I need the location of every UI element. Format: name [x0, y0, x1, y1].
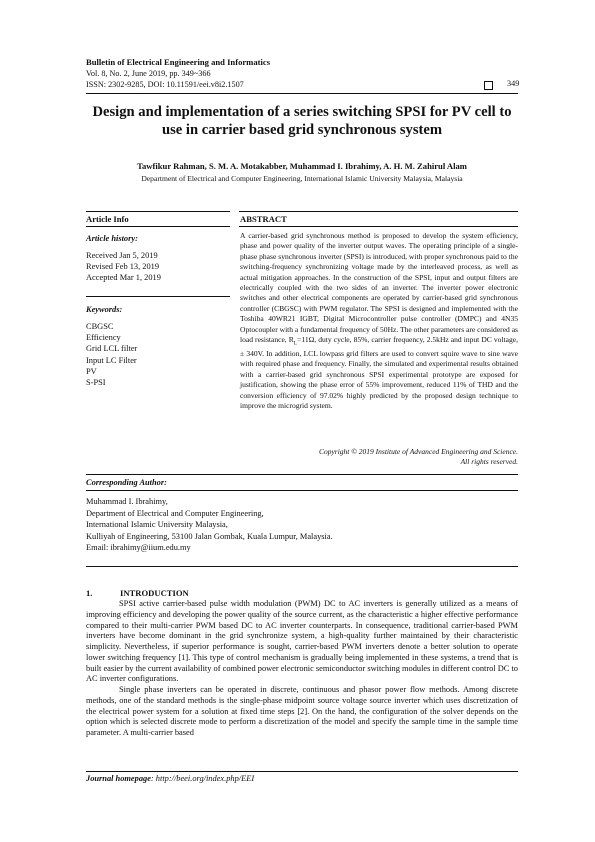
journal-homepage-link[interactable]: : http://beei.org/index.php/EEI: [150, 774, 255, 783]
corresponding-heading: Corresponding Author:: [86, 478, 167, 487]
paragraph: Single phase inverters can be operated in discrete, continuous and phasor power flow methods. Among discrete methods, one of the standard methods is the single-phase midpoint source voltage source inverter which uses discretization of the electrical power system for a solution at fixed time steps [2]. On the hand, the configuration of the solver depends on the option which is selected discrete mode to perform a discretization of the model and specify the sample time in the sample time parameter. A multi-carrier based: [86, 685, 518, 737]
corresponding-line: Muhammad I. Ibrahimy,: [86, 497, 168, 506]
abstract-rule: [239, 226, 518, 227]
corresponding-author: [86, 496, 518, 554]
copyright-line: All rights reserved.: [460, 457, 518, 467]
copyright-line: Copyright © 2019 Institute of Advanced Engineering and Science.: [318, 447, 518, 456]
keywords-rule: [86, 296, 230, 297]
keyword-item: S-PSI: [86, 378, 106, 388]
abstract-text: [240, 231, 518, 411]
article-info-top-rule: [86, 211, 230, 212]
history-item: Received Jan 5, 2019: [86, 251, 158, 260]
section-title: INTRODUCTION: [120, 588, 189, 598]
journal-header: [86, 57, 526, 90]
history-heading: Article history:: [86, 234, 138, 243]
keyword-item: CBGSC: [86, 322, 114, 331]
authors: Tawfikur Rahman, S. M. A. Motakabber, Muhammad I. Ibrahimy, A. H. M. Zahirul Alam: [137, 161, 467, 171]
keyword-item: Grid LCL filter: [86, 344, 138, 354]
page-square-icon: [484, 81, 493, 90]
abstract-heading: ABSTRACT: [240, 214, 287, 224]
history-item: Accepted Mar 1, 2019: [86, 273, 161, 283]
journal-name: Bulletin of Electrical Engineering and Informatics: [86, 57, 271, 67]
footer-rule: [86, 771, 518, 772]
section-heading: [86, 588, 189, 598]
keywords-list: [86, 321, 137, 388]
header-rule: [86, 93, 518, 94]
footer: [86, 774, 254, 783]
keywords-heading: Keywords:: [86, 305, 123, 314]
corresponding-rule: [86, 490, 518, 491]
abstract-text-part2: =11Ω, duty cycle, 85%, carrier frequency, 2.5kHz and input DC voltage, ± 340V. In addition, LCL lowpass grid filters are used to convert squire wave to sine wave with required phase and frequency. Finally, the simulated and experimental results obtained with a carrier-based grid synchronous SPSI experimental prototype are exposed for justification, showing the phase error of 55% improvement, reduced 11% of THD and the conversion efficiency of 97.02% highly predicted by the proposed design technique to improve the microgrid system.: [240, 335, 518, 410]
affiliation: Department of Electrical and Computer Engineering, International Islamic University Malaysia, Malaysia: [141, 174, 463, 183]
corresponding-line[interactable]: Email: ibrahimy@iium.edu.my: [86, 543, 191, 552]
corresponding-line: Department of Electrical and Computer Engineering,: [86, 508, 264, 518]
abstract-top-rule: [239, 211, 518, 212]
keyword-item: Efficiency: [86, 333, 121, 343]
issn-doi: ISSN: 2302-9285, DOI: 10.11591/eei.v8i2.1507: [86, 80, 244, 89]
copyright: [300, 447, 518, 468]
paper-title: Design and implementation of a series switching SPSI for PV cell to use in carrier based grid synchronous system: [92, 104, 512, 138]
article-info-rule: [86, 226, 230, 227]
history-item: Revised Feb 13, 2019: [86, 262, 160, 272]
corresponding-line: Kulliyah of Engineering, 53100 Jalan Gombak, Kuala Lumpur, Malaysia.: [86, 531, 333, 541]
history-list: [86, 250, 161, 284]
page-number: 349: [507, 79, 520, 88]
keyword-item: PV: [86, 366, 97, 376]
abstract-subscript: L: [293, 340, 298, 347]
corresponding-line: International Islamic University Malaysia,: [86, 520, 228, 529]
introduction-body: [86, 599, 518, 739]
footer-label: Journal homepage: [86, 774, 151, 783]
corresponding-bottom-rule: [86, 566, 518, 567]
section-number: 1.: [86, 588, 93, 598]
volume-info: Vol. 8, No. 2, June 2019, pp. 349~366: [86, 69, 211, 78]
abstract-text-part1: A carrier-based grid synchronous method is proposed to develop the system efficiency, phase and power quality of the inverter output waves. The operating principle of a single-phase phase synchronous inverter (SPSI) is introduced, with proper synchronous paid to the switching-frequency synchronizing voltage made by the interleaved process, as well as actual mitigation approaches. In the construction of the SPSI, input and output filters are electrically coupled with the two sides of an inverter. The inverter power electronic switches and other electrical components are operated by carrier-based grid synchronous controller (CBGSC) with PWM regulator. The SPSI is designed and implemented with the Toshiba 40WR21 IGBT, Digital Microcontroller pulse controller (DMPC) and 4N35 Optocoupler with a fundamental frequency of 50Hz. The other parameters are considered as load resistance, R: [240, 231, 518, 345]
keyword-item: Input LC Filter: [86, 355, 137, 365]
article-info-heading: Article Info: [86, 214, 129, 224]
corresponding-top-rule: [86, 474, 518, 475]
paragraph: SPSI active carrier-based pulse width modulation (PWM) DC to AC inverters is generally utilized as a means of improving efficiency and developing the power quality of the source current, as the characteristic a higher effective performance compared to their multi-carrier PWM based DC to AC inverter counterparts. In consequence, traditional carrier-based PWM inverters have become dominant in the grid synchronize system, a high-quality further maintained by their characteristic simplicity. Nevertheless, if superior performance is sought, carrier-based PWM inverters denote a better solution to operate lower switching frequency [1]. This type of control mechanism is gradually being implemented in these systems, a trend that is built easier by the current availability of combined power electronic semiconductor switching modules in different control DC to AC inverter configurations.: [86, 599, 518, 684]
